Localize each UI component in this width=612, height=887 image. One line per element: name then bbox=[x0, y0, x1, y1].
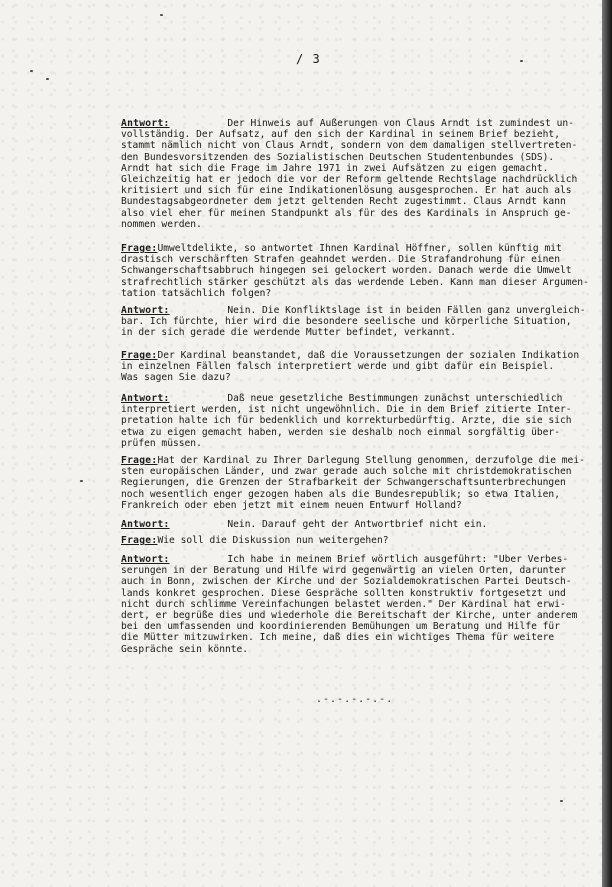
text-line bbox=[121, 350, 589, 361]
text-line bbox=[121, 305, 589, 316]
text-line: stammt nämlich nicht von Claus Arndt, sondern von dem damaligen stellvertreten- bbox=[121, 140, 578, 152]
scan-speck bbox=[30, 70, 33, 72]
text-line: in der sich gerade die werdende Mutter befindet, verkannt. bbox=[121, 327, 457, 339]
question-block-2 bbox=[121, 350, 589, 384]
end-mark: .-.-.-.-.-. bbox=[316, 694, 394, 705]
text-line: kritisiert und sich für eine Indikationenlösung ausgesprochen. Er hat auch als bbox=[121, 185, 572, 197]
text-line-content: Nein. Die Konfliktslage ist in beiden Fällen ganz unvergleich- bbox=[169, 305, 586, 316]
answer-block-5 bbox=[121, 554, 589, 655]
text-line: Gespräche sein könnte. bbox=[121, 643, 249, 655]
text-line: vollständig. Der Aufsatz, auf den sich der Kardinal in seinem Brief bezieht, bbox=[121, 129, 560, 141]
text-line: prüfen müssen. bbox=[121, 437, 202, 449]
answer-label: Antwort: bbox=[121, 519, 170, 530]
answer-label: Antwort: bbox=[121, 554, 170, 565]
text-line: pretation halte ich für bedenklich und korrekturbedürftig. Ärzte, die sie sich bbox=[121, 415, 572, 427]
text-line: etwa zu eigen gemacht haben, werden sie deshalb noch einmal sorgfältig über- bbox=[121, 426, 560, 438]
answer-label: Antwort: bbox=[121, 118, 170, 129]
text-line: also viel eher für meinen Standpunkt als für des des Kardinals in Anspruch ge- bbox=[121, 207, 572, 219]
text-line-content: Hat der Kardinal zu Ihrer Darlegung Stellung genommen, derzufolge die mei- bbox=[157, 455, 585, 466]
text-line: drastisch verschärften Strafen geahndet werden. Die Strafandrohung für einen bbox=[121, 254, 560, 266]
text-line: tation tatsächlich folgen? bbox=[121, 287, 272, 299]
scan-speck bbox=[160, 14, 163, 16]
scan-edge bbox=[602, 0, 612, 887]
text-line: nicht durch schlimme Vereinfachungen belastet werden." Der Kardinal hat erwi- bbox=[121, 598, 566, 610]
text-line bbox=[121, 243, 589, 254]
scan-speck bbox=[46, 78, 49, 80]
text-line-content: Der Kardinal beanstandet, daß die Voraussetzungen der sozialen Indikation bbox=[157, 350, 580, 361]
question-label: Frage: bbox=[121, 350, 158, 361]
answer-block-2 bbox=[121, 305, 589, 339]
text-line: Gleichzeitig hat er jedoch die vor der Reform geltende Rechtslage nachdrücklich bbox=[121, 173, 578, 185]
text-line: in einzelnen Fällen falsch interpretiert werde und gibt dafür ein Beispiel. bbox=[121, 361, 555, 373]
text-line: strafrechtlich stärker geschützt als das werdende Leben. Kann man dieser Argumen- bbox=[121, 276, 589, 288]
text-line: dert, er begrüße dies und wiederhole die Bereitschaft der Kirche, unter anderem bbox=[121, 609, 578, 621]
question-block-4 bbox=[121, 535, 589, 546]
answer-label: Antwort: bbox=[121, 305, 170, 316]
text-line: Was sagen Sie dazu? bbox=[121, 372, 231, 384]
text-line: noch wesentlich enger gezogen haben als die Bundesrepublik; so etwa Italien, bbox=[121, 488, 560, 500]
question-label: Frage: bbox=[121, 455, 158, 466]
text-line-content: Nein. Darauf geht der Antwortbrief nicht ein. bbox=[169, 519, 488, 530]
text-line: den Bundesvorsitzenden des Sozialistischen Deutschen Studentenbundes (SDS). bbox=[121, 151, 555, 163]
question-block-1 bbox=[121, 243, 589, 299]
text-line bbox=[121, 393, 589, 404]
text-line-content: Der Hinweis auf Äußerungen von Claus Arndt ist zumindest un- bbox=[169, 118, 574, 129]
text-line: sten europäischen Länder, und zwar gerade auch solche mit christdemokratischen bbox=[121, 466, 572, 478]
answer-block-3 bbox=[121, 393, 589, 449]
answer-block-4 bbox=[121, 519, 589, 530]
scan-speck bbox=[560, 800, 563, 802]
text-line: Schwangerschaftsabbruch hingegen sei gelockert worden. Danach werde die Umwelt bbox=[121, 265, 572, 277]
text-line-content: Daß neue gesetzliche Bestimmungen zunächst unterschiedlich bbox=[169, 393, 563, 404]
answer-block-1 bbox=[121, 118, 589, 230]
text-line-content: Ich habe in meinem Brief wörtlich ausgeführt: "Über Verbes- bbox=[169, 554, 569, 565]
text-line: serungen in der Beratung und Hilfe wird gegenwärtig an vielen Orten, darunter bbox=[121, 565, 566, 577]
text-line-content: Umweltdelikte, so antwortet Ihnen Kardinal Höffner, sollen künftig mit bbox=[157, 243, 562, 254]
text-line: die Mütter mitzuwirken. Ich meine, daß dies ein wichtiges Thema für weitere bbox=[121, 632, 555, 644]
text-line: nommen werden. bbox=[121, 218, 202, 230]
text-line bbox=[121, 535, 589, 546]
scan-speck bbox=[80, 480, 83, 482]
text-line: auch in Bonn, zwischen der Kirche und der Sozialdemokratischen Partei Deutsch- bbox=[121, 576, 572, 588]
text-line: Arndt hat sich die Frage im Jahre 1971 in zwei Aufsätzen zu eigen gemacht. bbox=[121, 162, 549, 174]
text-line bbox=[121, 554, 589, 565]
question-label: Frage: bbox=[121, 243, 158, 254]
text-line bbox=[121, 455, 589, 466]
text-line-content: Wie soll die Diskussion nun weitergehen? bbox=[157, 535, 389, 546]
answer-label: Antwort: bbox=[121, 393, 170, 404]
text-line bbox=[121, 118, 589, 129]
text-line: Regierungen, die Grenzen der Strafbarkeit der Schwangerschaftsunterbrechungen bbox=[121, 477, 566, 489]
question-block-3 bbox=[121, 455, 589, 511]
text-line bbox=[121, 519, 589, 530]
text-line: bar. Ich fürchte, hier wird die besondere seelische und körperliche Situation, bbox=[121, 316, 572, 328]
text-line: Bundestagsabgeordneter dem jetzt geltenden Recht zugestimmt. Claus Arndt kann bbox=[121, 196, 566, 208]
text-line: interpretiert werden, ist nicht ungewöhnlich. Die in dem Brief zitierte Inter- bbox=[121, 404, 572, 416]
question-label: Frage: bbox=[121, 535, 158, 546]
scan-speck bbox=[520, 60, 523, 62]
text-line: Frankreich oder eben jetzt mit einem neuen Entwurf Holland? bbox=[121, 499, 462, 511]
page-number: / 3 bbox=[296, 52, 321, 66]
text-line: lands konkret gesprochen. Diese Gespräche sollten konstruktiv fortgesetzt und bbox=[121, 587, 566, 599]
text-line: bei den umfassenden und koordinierenden Bemühungen um Beratung und Hilfe für bbox=[121, 621, 560, 633]
